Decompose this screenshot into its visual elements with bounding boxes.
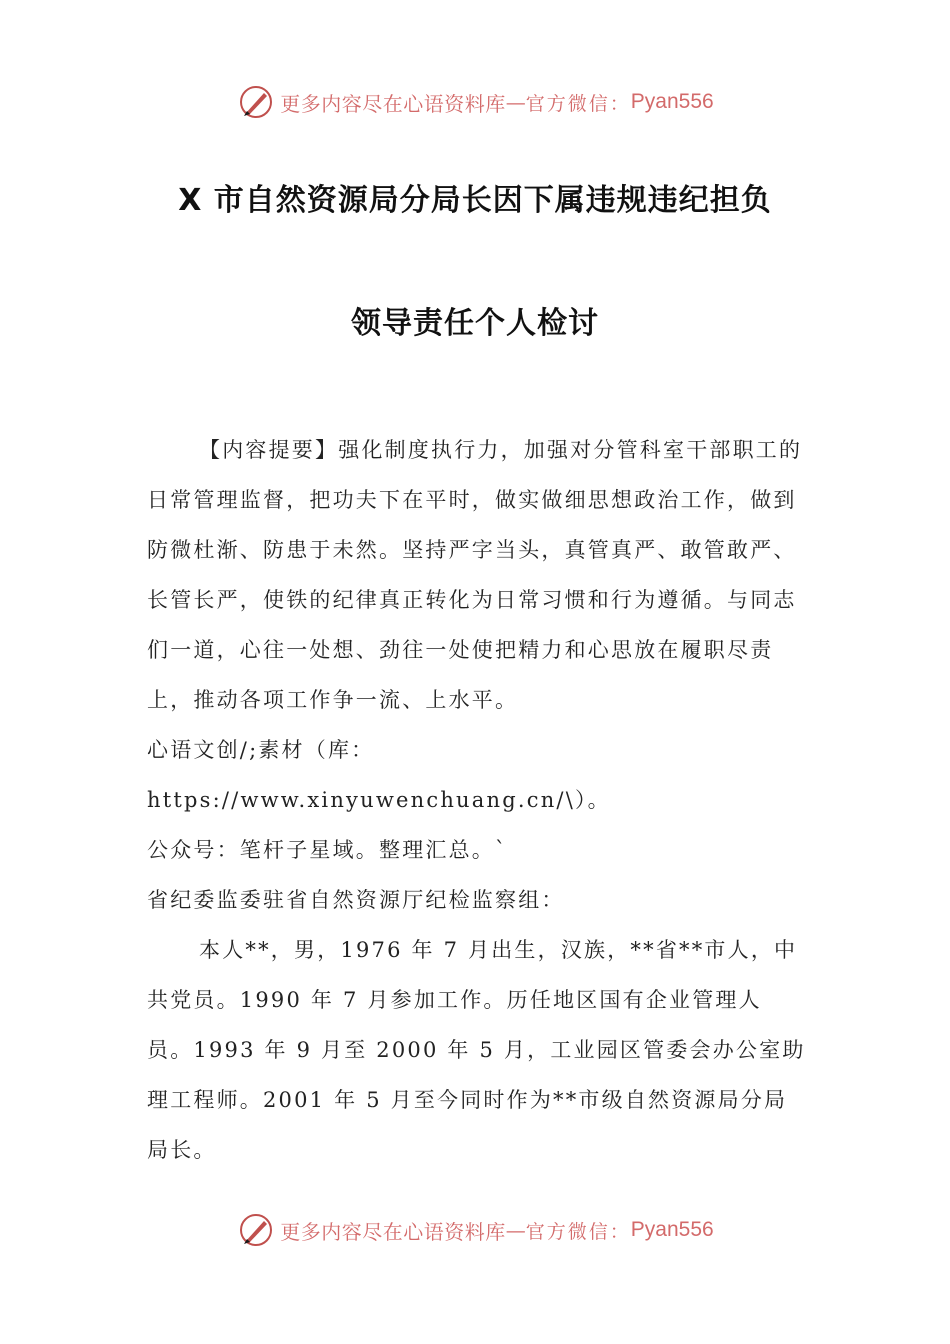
footer-banner [0,1208,950,1252]
wechat-line: 公众号：笔杆子星域。整理汇总。` [147,838,508,862]
banner-official-label: 官方微信： [525,92,631,115]
doc-body [147,425,807,1175]
banner-dash: — [505,1218,526,1242]
intro-paragraph: 本人**，男，1976 年 7 月出生，汉族，**省**市人，中共党员。1990 年 7 月参加工作。历任地区国有企业管理人员。1993 年 9 月至 2000 年 5 月，工业园区管委会办公室助理工程师。2001 年 5 月至今同时作为**市级自然资源局分局局长。 [147,938,806,1162]
pen-logo-icon [236,82,276,122]
banner-official-label: 官方微信： [525,1220,631,1243]
pen-logo-icon [236,1210,276,1250]
summary-paragraph: 【内容提要】强化制度执行力，加强对分管科室干部职工的日常管理监督，把功夫下在平时，做实做细思想政治工作，做到防微杜渐、防患于未然。坚持严字当头，真管真严、敢管敢严、长管长严，使铁的纪律真正转化为日常习惯和行为遵循。与同志们一道，心往一处想、劲往一处使把精力和心思放在履职尽责上，推动各项工作争一流、上水平。 [147,438,803,712]
banner-slogan: 更多内容尽在心语资料库 [280,1219,506,1244]
banner-wechat-id: Pyan556 [630,1218,714,1241]
doc-title-line-2: 领导责任个人检讨 [351,306,599,341]
addressee-line: 省纪委监委驻省自然资源厅纪检监察组： [147,888,565,912]
header-banner [0,80,950,124]
banner-slogan: 更多内容尽在心语资料库 [280,91,506,116]
banner-wechat-id: Pyan556 [630,90,714,113]
banner-dash: — [505,90,526,114]
source-line: 心语文创/;素材（库：https://www.xinyuwenchuang.cn/\）。 [147,738,611,812]
doc-title-line-1: X 市自然资源局分局长因下属违规违纪担负 [178,183,772,218]
